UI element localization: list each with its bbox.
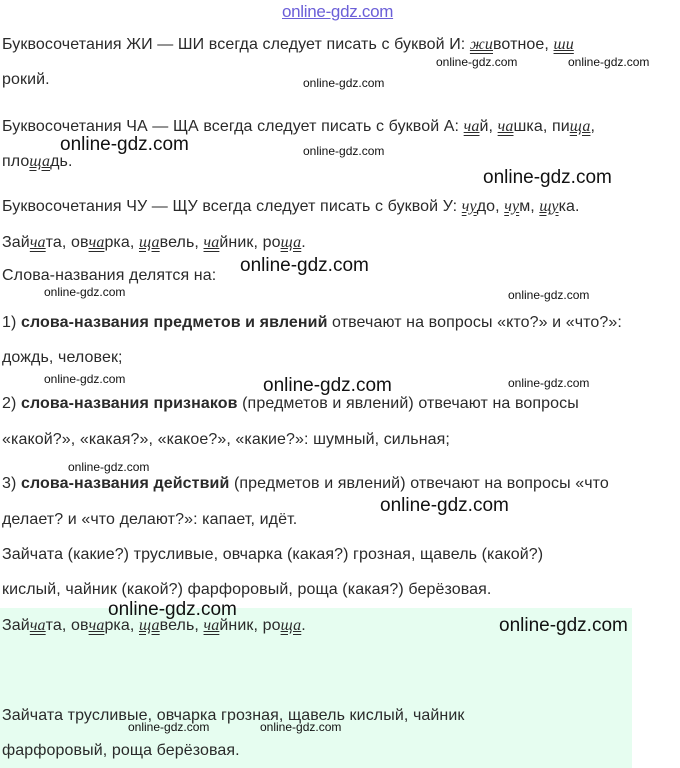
watermark: online-gdz.com: [499, 615, 628, 636]
class-description: (предметов и явлений) отвечают на вопросы «что: [229, 475, 609, 492]
watermark: online-gdz.com: [60, 134, 189, 155]
rule-text: ка.: [558, 198, 580, 215]
class-description: отвечают на вопросы «кто?» и «что?»:: [327, 314, 622, 331]
word-part: Зай: [2, 617, 30, 634]
answer-line-1: Зайчата трусливые, овчарка грозная, щавель кислый, чайник: [2, 707, 465, 724]
underlined-syllable: ча: [88, 234, 105, 251]
watermark: online-gdz.com: [263, 375, 392, 396]
watermark: online-gdz.com: [568, 55, 650, 69]
watermark: online-gdz.com: [128, 720, 210, 734]
word-part: рка,: [104, 617, 139, 634]
list-number: 1): [2, 314, 21, 331]
rule-text: вотное,: [493, 36, 554, 53]
watermark: online-gdz.com: [380, 495, 509, 516]
underlined-syllable: ща: [569, 118, 591, 135]
underlined-syllable: ча: [88, 617, 105, 634]
underlined-syllable: ча: [497, 118, 514, 135]
rule-chu-shchu: [2, 197, 580, 217]
word-part: .: [301, 617, 306, 634]
class-term: слова-названия действий: [20, 475, 230, 492]
word-part: йник, ро: [219, 617, 281, 634]
classes-intro: Слова-названия делятся на:: [2, 267, 217, 284]
underlined-syllable: чу: [461, 198, 477, 215]
class-2-cont: «какой?», «какая?», «какое?», «какие?»: шумный, сильная;: [2, 431, 450, 448]
class-2: [2, 394, 579, 414]
exercise-words: [2, 233, 306, 253]
word-part: .: [301, 234, 306, 251]
rule-text: м,: [519, 198, 540, 215]
watermark: online-gdz.com: [508, 376, 590, 390]
rule-text: Буквосочетания ЖИ — ШИ всегда следует писать с буквой И:: [2, 36, 470, 53]
watermark: online-gdz.com: [303, 144, 385, 158]
watermark: online-gdz.com: [436, 55, 518, 69]
underlined-syllable: ща: [138, 617, 160, 634]
class-3: [2, 474, 609, 494]
word-part: та, ов: [45, 617, 89, 634]
answer-line-2: фарфоровый, роща берёзовая.: [2, 742, 240, 759]
list-number: 2): [2, 395, 21, 412]
class-3-cont: делает? и «что делают?»: капает, идёт.: [2, 511, 298, 528]
rule-text: дь.: [50, 153, 73, 170]
rule-text: шка, пи: [513, 118, 570, 135]
site-watermark-link[interactable]: online-gdz.com: [282, 2, 394, 21]
underlined-syllable: ши: [553, 36, 574, 53]
word-part: рка,: [104, 234, 139, 251]
class-term: слова-названия предметов и явлений: [20, 314, 328, 331]
rule-text: пло: [2, 153, 30, 170]
underlined-syllable: ща: [138, 234, 160, 251]
questions-line-2: кислый, чайник (какой?) фарфоровый, роща (какая?) берёзовая.: [2, 581, 492, 598]
underlined-syllable: ча: [29, 234, 46, 251]
underlined-syllable: ча: [29, 617, 46, 634]
questions-line-1: Зайчата (какие?) трусливые, овчарка (какая?) грозная, щавель (какой?): [2, 546, 544, 563]
watermark: online-gdz.com: [260, 720, 342, 734]
word-part: Зай: [2, 234, 30, 251]
underlined-syllable: ча: [203, 617, 220, 634]
class-description: (предметов и явлений) отвечают на вопросы: [237, 395, 579, 412]
rule-text: Буквосочетания ЧУ — ЩУ всегда следует писать с буквой У:: [2, 198, 462, 215]
rule-text: ,: [590, 118, 595, 135]
list-number: 3): [2, 475, 21, 492]
underlined-syllable: чу: [504, 198, 520, 215]
underlined-syllable: жи: [469, 36, 493, 53]
word-part: вель,: [159, 234, 204, 251]
class-term: слова-названия признаков: [20, 395, 238, 412]
underlined-syllable: щу: [539, 198, 559, 215]
underlined-syllable: ща: [29, 153, 51, 170]
underlined-syllable: ча: [463, 118, 480, 135]
class-1-cont: дождь, человек;: [2, 349, 123, 366]
watermark: online-gdz.com: [483, 167, 612, 188]
rule-zhi-shi-cont: рокий.: [2, 71, 50, 88]
watermark: online-gdz.com: [108, 599, 237, 620]
watermark: online-gdz.com: [68, 460, 150, 474]
class-1: [2, 313, 622, 333]
word-part: вель,: [159, 617, 204, 634]
word-part: та, ов: [45, 234, 89, 251]
watermark: online-gdz.com: [240, 255, 369, 276]
watermark: online-gdz.com: [508, 288, 590, 302]
watermark: online-gdz.com: [303, 76, 385, 90]
underlined-syllable: ща: [280, 234, 302, 251]
underlined-syllable: ща: [280, 617, 302, 634]
watermark: online-gdz.com: [44, 285, 126, 299]
word-part: йник, ро: [219, 234, 281, 251]
rule-text: до,: [476, 198, 505, 215]
rule-text: Буквосочетания ЧА — ЩА всегда следует писать с буквой А:: [2, 118, 464, 135]
rule-text: й,: [479, 118, 498, 135]
watermark: online-gdz.com: [44, 372, 126, 386]
underlined-syllable: ча: [203, 234, 220, 251]
rule-zhi-shi: [2, 35, 574, 55]
